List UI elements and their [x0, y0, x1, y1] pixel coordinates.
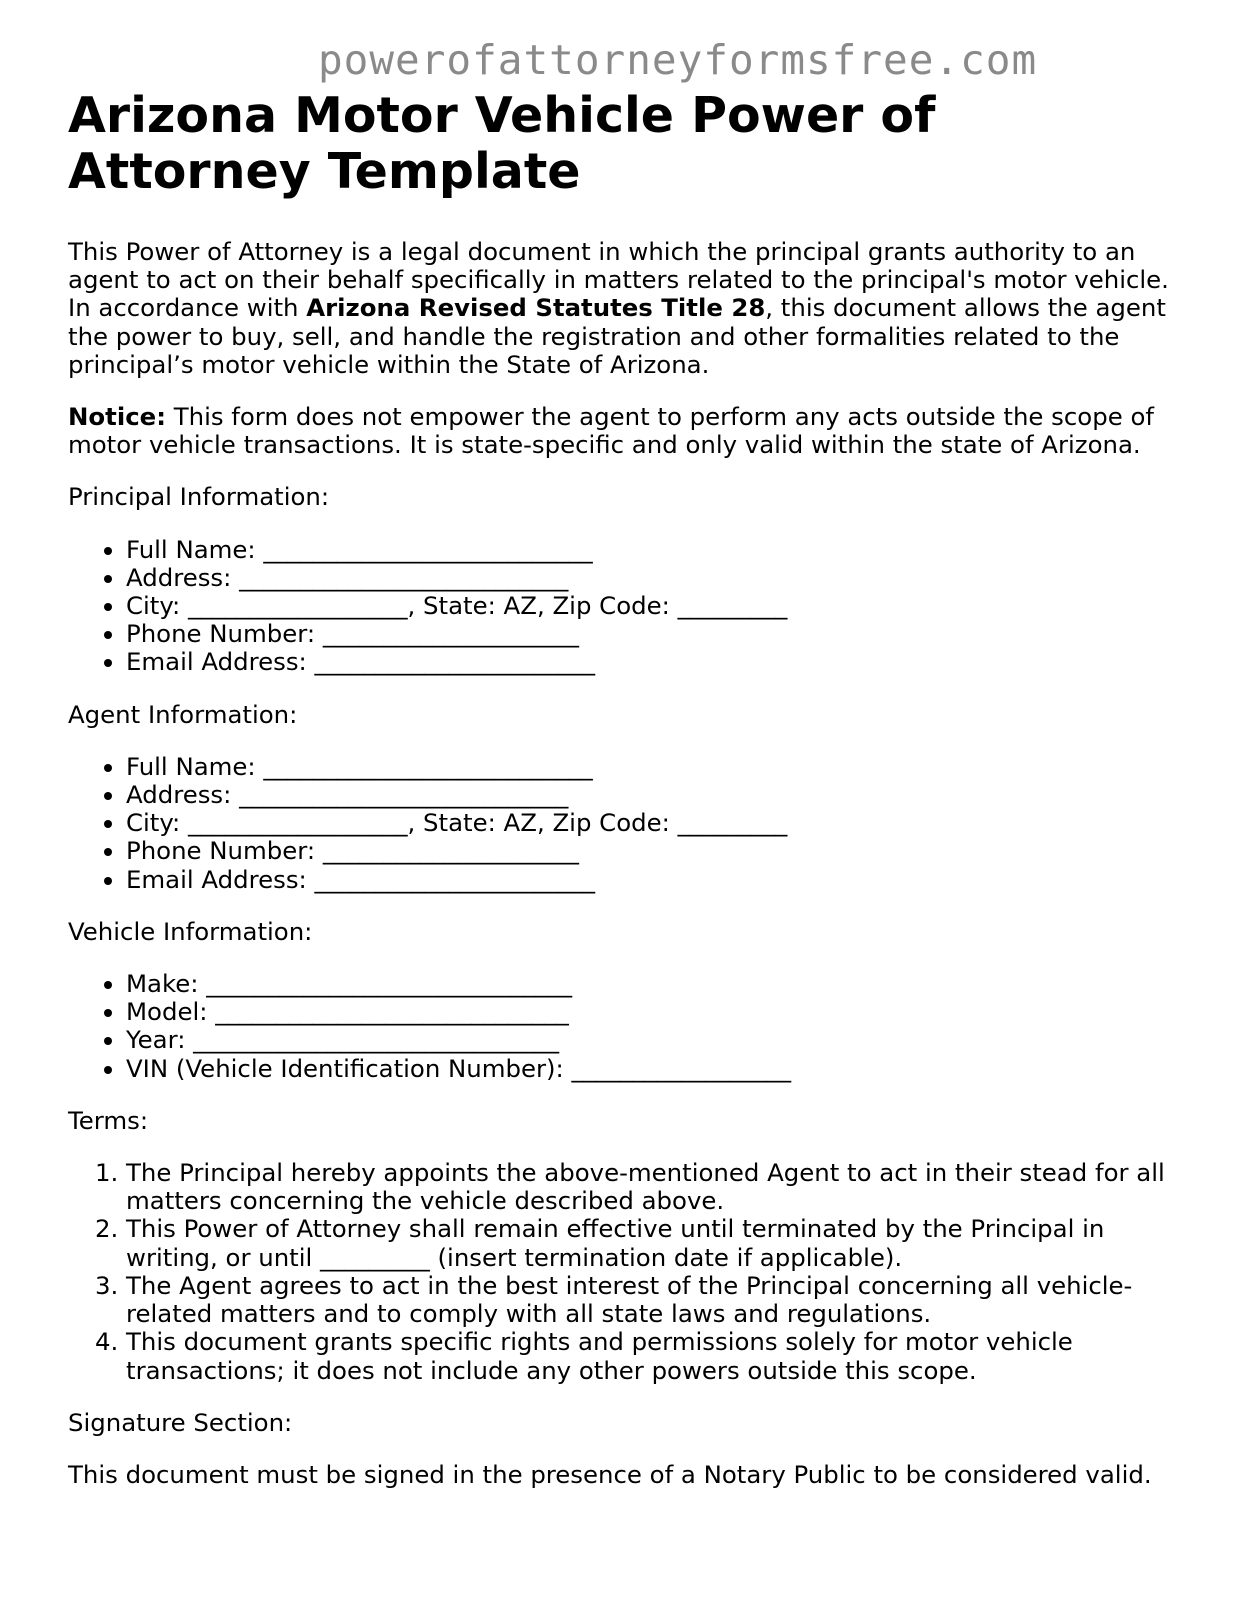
terms-heading: Terms: [68, 1105, 149, 1135]
principal-phone-field[interactable]: • Phone Number: _____________________ [126, 620, 1178, 648]
terms-list [68, 1159, 1178, 1385]
principal-fields [68, 536, 1178, 677]
agent-phone-field[interactable]: • Phone Number: _____________________ [126, 837, 1178, 865]
term-item: 1. The Principal hereby appoints the above-mentioned Agent to act in their stead for all matters concerning the vehicle described above. [126, 1159, 1178, 1215]
vehicle-heading: Vehicle Information: [68, 916, 313, 946]
notice-text: This form does not empower the agent to perform any acts outside the scope of motor vehicle transactions. It is state-specific and only valid within the state of Arizona. [68, 402, 1154, 460]
principal-email-field[interactable]: • Email Address: _______________________ [126, 648, 1178, 676]
signature-note: This document must be signed in the presence of a Notary Public to be considered valid. [68, 1459, 1152, 1489]
vehicle-make-field[interactable]: • Make: ______________________________ [126, 970, 1178, 998]
vehicle-model-field[interactable]: • Model: _____________________________ [126, 998, 1178, 1026]
statute-reference: Arizona Revised Statutes Title 28 [306, 293, 766, 323]
term-item: 2. This Power of Attorney shall remain effective until terminated by the Principal in writing, or until _________ (insert termination date if applicable). [126, 1215, 1178, 1271]
intro-text-1: This Power of Attorney is a legal document in which the principal grants authority to an agent to act on their behalf specifically in matters related to the principal's motor vehicle. In accordance with [68, 237, 1169, 323]
notice-label: Notice: [68, 402, 166, 432]
principal-address-field[interactable]: • Address: ___________________________ [126, 564, 1178, 592]
document-page [68, 88, 1178, 1489]
vehicle-vin-field[interactable]: • VIN (Vehicle Identification Number): __________________ [126, 1055, 1178, 1083]
vehicle-year-field[interactable]: • Year: ______________________________ [126, 1026, 1178, 1054]
term-item: 3. The Agent agrees to act in the best interest of the Principal concerning all vehicle-related matters and to comply with all state laws and regulations. [126, 1272, 1178, 1328]
agent-full-name-field[interactable]: • Full Name: ___________________________ [126, 753, 1178, 781]
intro-paragraph [68, 238, 1178, 379]
principal-heading: Principal Information: [68, 482, 330, 512]
signature-heading: Signature Section: [68, 1407, 293, 1437]
term-item: 4. This document grants specific rights and permissions solely for motor vehicle transactions; it does not include any other powers outside this scope. [126, 1328, 1178, 1384]
vehicle-fields [68, 970, 1178, 1083]
agent-address-field[interactable]: • Address: ___________________________ [126, 781, 1178, 809]
agent-fields [68, 753, 1178, 894]
page-title: Arizona Motor Vehicle Power of Attorney Template [68, 87, 936, 200]
agent-city-state-zip-field[interactable]: • City: __________________, State: AZ, Zip Code: _________ [126, 809, 1178, 837]
notice-paragraph [68, 403, 1178, 459]
principal-city-state-zip-field[interactable]: • City: __________________, State: AZ, Zip Code: _________ [126, 592, 1178, 620]
watermark: powerofattorneyformsfree.com [318, 36, 1038, 84]
intro-text-2: , this document allows the agent the power to buy, sell, and handle the registration and other formalities related to the principal’s motor vehicle within the State of Arizona. [68, 293, 1166, 379]
agent-heading: Agent Information: [68, 699, 298, 729]
principal-full-name-field[interactable]: • Full Name: ___________________________ [126, 536, 1178, 564]
agent-email-field[interactable]: • Email Address: _______________________ [126, 866, 1178, 894]
